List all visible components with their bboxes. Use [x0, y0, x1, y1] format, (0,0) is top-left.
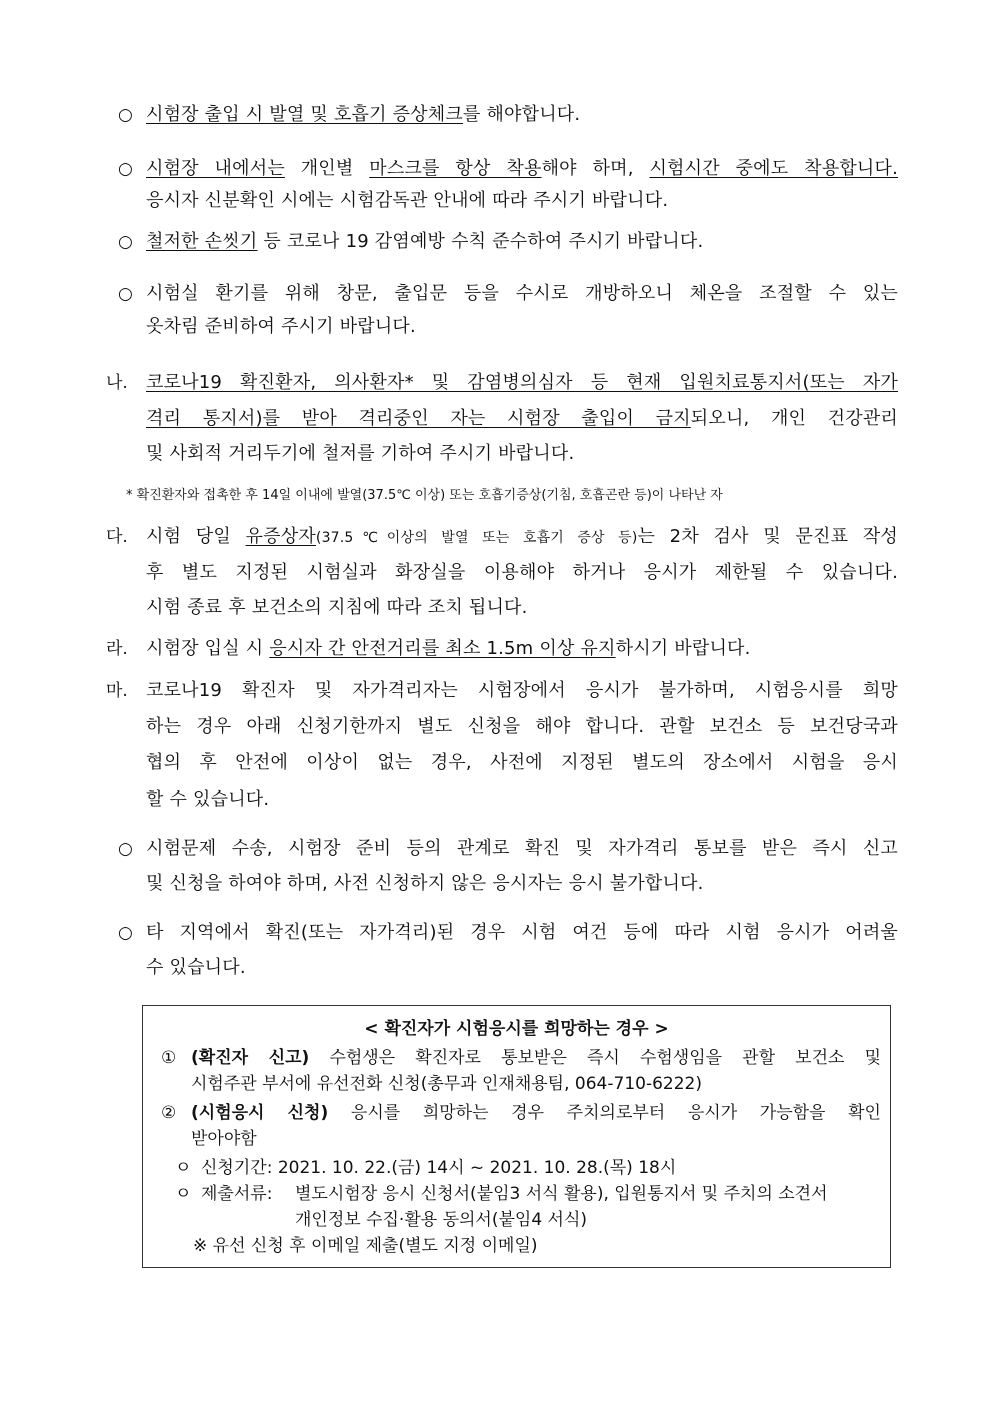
bullet-2-line-2: 응시자 신분확인 시에는 시험감독관 안내에 따라 주시기 바랍니다.	[146, 190, 669, 211]
step-2-marker: ②	[161, 1103, 177, 1123]
text-span: 를 해야합니다.	[462, 104, 581, 125]
step-2-line-1	[191, 1102, 881, 1124]
docs-line-1: 별도시험장 응시 신청서(붙임3 서식 활용), 입원통지서 및 주치의 소견서	[295, 1184, 828, 1204]
email-note: ※ 유선 신청 후 이메일 제출(별도 지정 이메일)	[193, 1236, 538, 1256]
text-span: 시험문제 수송, 시험장 준비 등의 관계로	[146, 838, 525, 859]
item-ma-line-4: 할 수 있습니다.	[146, 789, 270, 810]
item-na-line-2	[146, 408, 898, 430]
text-span: 후 별도 지정된 시험실과 화장실을 이용	[146, 562, 520, 583]
docs-marker: ㅇ	[175, 1184, 192, 1204]
underlined-text: 마스크를 항상 착용	[369, 158, 542, 179]
item-na-line-1: 코로나19 확진환자, 의사환자* 및 감염병의심자 등 현재 입원치료통지서(또는 자가	[146, 372, 898, 393]
item-da-line-2	[146, 562, 898, 584]
underlined-text: 응시자 간 안전거리를 최소 1.5m 이상 유지	[269, 638, 616, 659]
text-span: 시험 당일	[146, 526, 246, 547]
underlined-text: 시험장 내에서는	[146, 158, 285, 179]
text-span: 하여 주시기 바랍니다.	[239, 316, 416, 337]
item-na-line-3: 및 사회적 거리두기에 철저를 기하여 주시기 바랍니다.	[146, 443, 575, 464]
underlined-text: 시험장 출입 시 발열 및 호흡기 증상체크	[146, 104, 463, 125]
bullet-2-line-1	[146, 158, 898, 180]
step-2-line-2: 받아야함	[191, 1129, 257, 1149]
item-marker-ma: 마.	[106, 681, 128, 701]
bullet-marker: ○	[118, 839, 133, 859]
text-span: 확진 및 자가격리 통보를 받은 즉시 신고	[524, 838, 899, 859]
notice-box-title: < 확진자가 시험응시를 희망하는 경우 >	[364, 1019, 669, 1039]
sub-bullet-2-line-1: 타 지역에서 확진(또는 자가격리)된 경우 시험 여건 등에 따라 시험 응시가 어려울	[146, 922, 898, 943]
period-label: 신청기간:	[201, 1158, 273, 1178]
text-span: (37.5℃이상의 발열 또는 호흡기 증상 등)	[315, 530, 638, 546]
text-span: 응시를 희망하는 경우 주치의로부터 응시가 가능함을 확인	[328, 1103, 881, 1123]
docs-label: 제출서류:	[201, 1184, 273, 1204]
text-span: 개인별	[284, 158, 370, 179]
item-ma-line-2	[146, 716, 898, 738]
underlined-text: 격리 통지서)를 받아 격리중인 자는 시험장 출입이 금지	[146, 408, 691, 429]
text-span: 관할 보건소 등 보건당국과	[644, 716, 899, 737]
item-da-line-1	[146, 526, 898, 549]
docs-line-2: 개인정보 수집·활용 동의서(붙임4 서식)	[295, 1210, 588, 1230]
bullet-3-line-1	[146, 231, 703, 253]
bullet-1-line-1	[146, 104, 580, 126]
text-span: 합니다.	[644, 873, 704, 894]
item-ma-line-1: 코로나19 확진자 및 자가격리자는 시험장에서 응시가 불가하며, 시험응시를 희망	[146, 680, 898, 701]
text-span: 사전에 지정된 별도의 장소에서 시험을 응시	[490, 752, 898, 773]
text-span: 되오니, 개인 건강관리	[690, 408, 899, 429]
item-marker-na: 나.	[106, 373, 128, 393]
period-marker: ㅇ	[175, 1158, 192, 1178]
item-ra-line-1	[146, 638, 751, 660]
text-span: 및 신청	[146, 873, 205, 894]
text-span: 옷차림 준비	[146, 316, 240, 337]
item-ma-line-3	[146, 752, 898, 774]
bold-text: (확진자 신고)	[191, 1048, 310, 1068]
period-line	[201, 1157, 676, 1179]
underlined-text: 유증상자	[245, 526, 316, 547]
text-span: 응시가 제한	[643, 562, 750, 583]
bullet-marker: ○	[118, 159, 133, 179]
underlined-text: 시험시간 중에도 착용합니다.	[649, 158, 899, 179]
text-span: 하오니	[620, 283, 690, 304]
text-span: 시험실 환기를 위해 창문, 출입문 등을 수시로 개방	[146, 283, 621, 304]
text-span: 수험생은 확진자로 통보받은 즉시 수험생임을 관할 보건소 및	[309, 1048, 881, 1068]
bullet-marker: ○	[118, 232, 133, 252]
text-span: 체온을 조절할 수 있는	[689, 283, 899, 304]
bullet-4-line-2	[146, 316, 416, 338]
step-1-marker: ①	[161, 1048, 177, 1068]
text-span: 사전 신청하지 않은 응시자는 응시 불가	[333, 873, 645, 894]
text-span: 는 2차 검사 및 문진표 작성	[637, 526, 898, 547]
bullet-4-line-1	[146, 283, 898, 305]
bullet-marker: ○	[118, 284, 133, 304]
period-value: 2021. 10. 22.(금) 14시 ~ 2021. 10. 28.(목) 18시	[277, 1158, 677, 1178]
bullet-marker: ○	[118, 105, 133, 125]
step-1-line-2: 시험주관 부서에 유선전화 신청(총무과 인재채용팀, 064-710-6222)	[191, 1074, 702, 1094]
notice-box	[142, 1005, 891, 1268]
footnote: * 확진환자와 접촉한 후 14일 이내에 발열(37.5℃ 이상) 또는 호흡기증상(기침, 호흡곤란 등)이 나타난 자	[126, 488, 723, 503]
sub-bullet-1-line-2	[146, 873, 704, 895]
text-span: 협의 후 안전에 이상이 없는 경우,	[146, 752, 491, 773]
item-marker-ra: 라.	[106, 639, 128, 659]
text-span: 시험장 입실 시	[146, 638, 270, 659]
bold-text: (시험응시 신청)	[191, 1103, 329, 1123]
text-span: 해야 하며,	[541, 158, 650, 179]
bullet-marker: ○	[118, 923, 133, 943]
sub-bullet-2-line-2: 수 있습니다.	[146, 957, 246, 978]
text-span: 하시기 바랍니다.	[615, 638, 751, 659]
sub-bullet-1-line-1	[146, 838, 898, 860]
text-span: 해야 하거나	[519, 562, 644, 583]
underlined-text: 철저한 손씻기	[146, 231, 258, 252]
step-1-line-1	[191, 1047, 881, 1069]
text-span: 하는 경우 아래 신청기한까지 별도 신청을 해야 합니다.	[146, 716, 645, 737]
text-span: 될 수 있습니다.	[749, 562, 898, 583]
item-marker-da: 다.	[106, 527, 128, 547]
text-span: 등 코로나 19 감염예방 수칙 준수하여 주시기 바랍니다.	[257, 231, 704, 252]
item-da-line-3: 시험 종료 후 보건소의 지침에 따라 조치 됩니다.	[146, 597, 528, 618]
text-span: 을 하여야 하며,	[204, 873, 334, 894]
